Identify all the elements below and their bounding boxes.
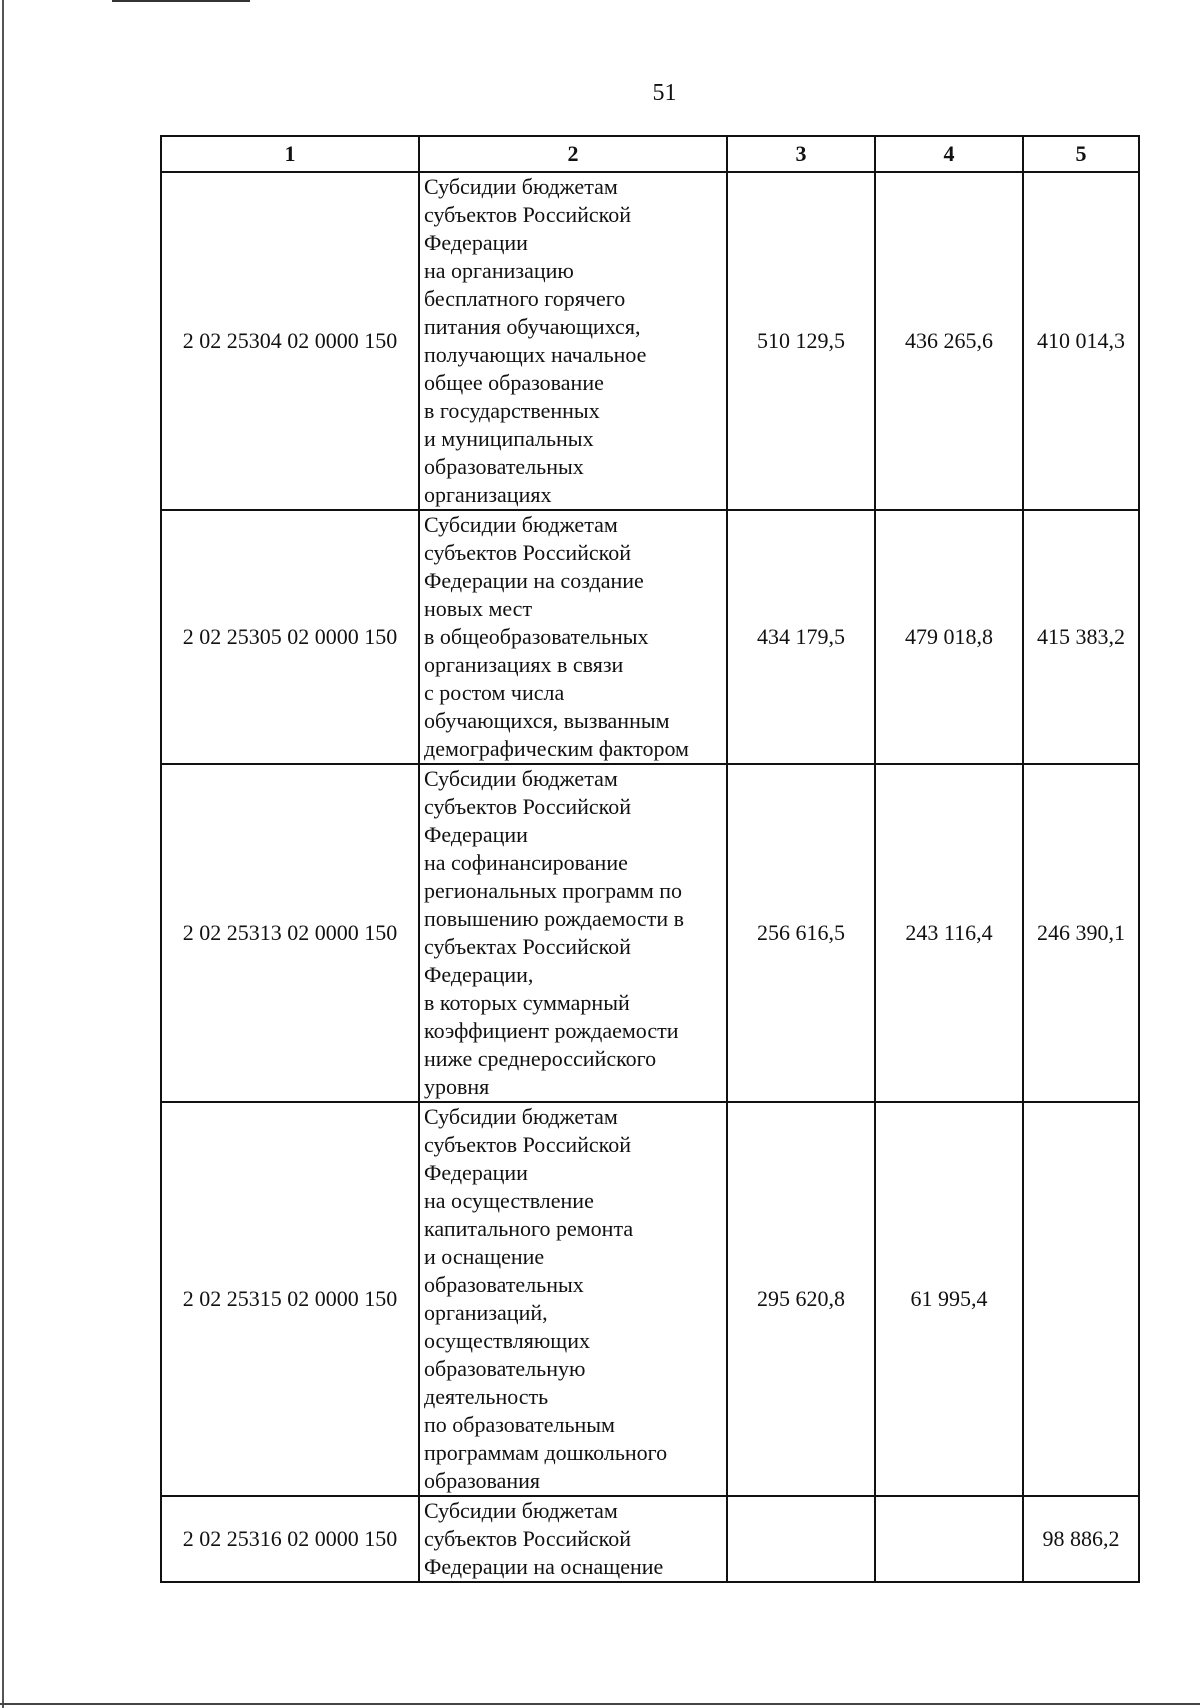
table-body — [161, 172, 1139, 1582]
description-line: в которых суммарный — [424, 990, 630, 1015]
description-line: с ростом числа — [424, 680, 565, 705]
header-col-4: 4 — [875, 136, 1023, 172]
description-line: осуществляющих — [424, 1328, 590, 1353]
description-line: Федерации — [424, 230, 528, 255]
description-line: Федерации — [424, 1160, 528, 1185]
description-line: субъектов Российской — [424, 1526, 632, 1551]
budget-code-cell: 2 02 25304 02 0000 150 — [161, 172, 419, 510]
description-line: обучающихся, вызванным — [424, 708, 670, 733]
amount-col3-cell: 510 129,5 — [727, 172, 875, 510]
amount-col5-cell: 98 886,2 — [1023, 1496, 1139, 1582]
description-line: в государственных — [424, 398, 600, 423]
description-line: субъектов Российской — [424, 202, 632, 227]
amount-col3-cell: 434 179,5 — [727, 510, 875, 764]
amount-col4-cell: 61 995,4 — [875, 1102, 1023, 1496]
description-line: образовательную — [424, 1356, 586, 1381]
description-line: получающих начальное — [424, 342, 647, 367]
description-line: новых мест — [424, 596, 533, 621]
description-line: субъектах Российской — [424, 934, 631, 959]
description-line: бесплатного горячего — [424, 286, 626, 311]
table-header-row — [161, 136, 1139, 172]
description-line: по образовательным — [424, 1412, 615, 1437]
amount-col3-cell — [727, 1496, 875, 1582]
description-line: уровня — [424, 1074, 490, 1099]
description-line: Субсидии бюджетам — [424, 766, 618, 791]
description-line: коэффициент рождаемости — [424, 1018, 679, 1043]
scan-artifact-left — [2, 0, 4, 1708]
description-line: Субсидии бюджетам — [424, 512, 618, 537]
budget-code-cell: 2 02 25316 02 0000 150 — [161, 1496, 419, 1582]
description-line: субъектов Российской — [424, 794, 632, 819]
description-line: региональных программ по — [424, 878, 683, 903]
description-line: питания обучающихся, — [424, 314, 641, 339]
description-line: Федерации на создание — [424, 568, 644, 593]
description-line: образования — [424, 1468, 541, 1493]
description-line: организаций, — [424, 1300, 548, 1325]
amount-col4-cell: 479 018,8 — [875, 510, 1023, 764]
header-col-1: 1 — [161, 136, 419, 172]
table-row — [161, 172, 1139, 510]
description-line: и оснащение — [424, 1244, 545, 1269]
description-line: Федерации — [424, 822, 528, 847]
description-line: в общеобразовательных — [424, 624, 649, 649]
description-line: общее образование — [424, 370, 604, 395]
description-cell — [419, 172, 727, 510]
description-line: Федерации на оснащение — [424, 1554, 664, 1579]
description-cell — [419, 1496, 727, 1582]
description-line: на осуществление — [424, 1188, 594, 1213]
description-line: организациях — [424, 482, 552, 507]
description-line: Субсидии бюджетам — [424, 1104, 618, 1129]
description-line: повышению рождаемости в — [424, 906, 685, 931]
budget-code-cell: 2 02 25305 02 0000 150 — [161, 510, 419, 764]
description-line: образовательных — [424, 1272, 584, 1297]
description-line: деятельность — [424, 1384, 549, 1409]
amount-col3-cell: 295 620,8 — [727, 1102, 875, 1496]
amount-col5-cell: 415 383,2 — [1023, 510, 1139, 764]
description-cell — [419, 764, 727, 1102]
description-cell — [419, 1102, 727, 1496]
description-line: организациях в связи — [424, 652, 624, 677]
description-line: Федерации, — [424, 962, 534, 987]
scan-artifact-top — [112, 0, 250, 2]
header-col-5: 5 — [1023, 136, 1139, 172]
page-number: 51 — [652, 80, 677, 106]
description-cell — [419, 510, 727, 764]
description-line: и муниципальных — [424, 426, 594, 451]
header-col-2: 2 — [419, 136, 727, 172]
amount-col4-cell: 243 116,4 — [875, 764, 1023, 1102]
table-row — [161, 1102, 1139, 1496]
amount-col5-cell: 246 390,1 — [1023, 764, 1139, 1102]
scan-artifact-bottom — [0, 1703, 1200, 1705]
description-line: на софинансирование — [424, 850, 628, 875]
description-line: капитального ремонта — [424, 1216, 634, 1241]
description-line: программам дошкольного — [424, 1440, 668, 1465]
amount-col4-cell — [875, 1496, 1023, 1582]
description-line: субъектов Российской — [424, 540, 632, 565]
header-col-3: 3 — [727, 136, 875, 172]
table-row — [161, 510, 1139, 764]
amount-col5-cell: 410 014,3 — [1023, 172, 1139, 510]
description-line: демографическим фактором — [424, 736, 689, 761]
description-line: Субсидии бюджетам — [424, 1498, 618, 1523]
amount-col3-cell: 256 616,5 — [727, 764, 875, 1102]
amount-col5-cell — [1023, 1102, 1139, 1496]
description-line: субъектов Российской — [424, 1132, 632, 1157]
amount-col4-cell: 436 265,6 — [875, 172, 1023, 510]
description-line: ниже среднероссийского — [424, 1046, 657, 1071]
description-line: образовательных — [424, 454, 584, 479]
budget-code-cell: 2 02 25315 02 0000 150 — [161, 1102, 419, 1496]
table-row — [161, 764, 1139, 1102]
description-line: Субсидии бюджетам — [424, 174, 618, 199]
budget-code-cell: 2 02 25313 02 0000 150 — [161, 764, 419, 1102]
description-line: на организацию — [424, 258, 574, 283]
table-row — [161, 1496, 1139, 1582]
budget-table — [160, 135, 1140, 1583]
